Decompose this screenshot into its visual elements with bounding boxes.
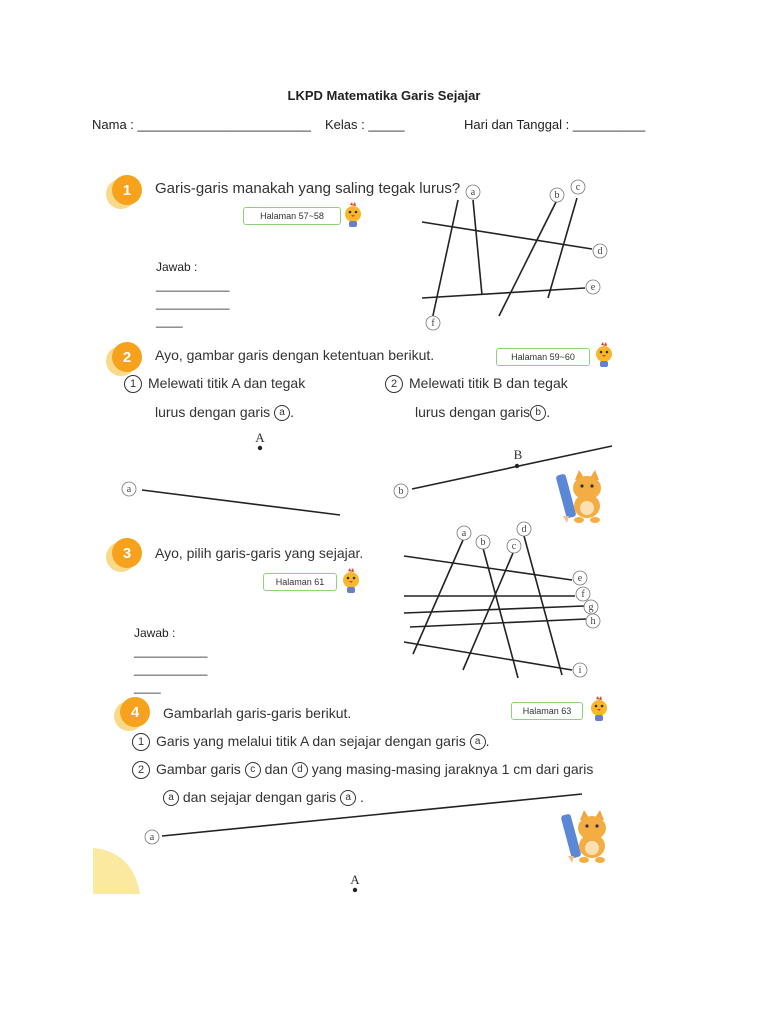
point-b-label: B (513, 447, 523, 462)
item-text: Melewati titik A dan tegak (148, 375, 306, 391)
decorative-corner-shape (93, 848, 141, 894)
item-text: dan (264, 761, 288, 777)
question-2-figure (115, 428, 615, 520)
question-4-text: Gambarlah garis-garis berikut. (163, 705, 352, 721)
item-text: dan sejajar dengan garis (182, 789, 337, 805)
line-letter: a (274, 405, 290, 421)
cat-with-pencil-icon (560, 806, 618, 864)
line-letter: c (245, 762, 261, 778)
line-e (422, 288, 585, 298)
question-2-text: Ayo, gambar garis dengan ketentuan berikut. (155, 347, 435, 363)
question-1-lines-figure (410, 178, 620, 336)
label-f: f (581, 589, 585, 600)
name-field[interactable]: Nama : ________________________ (92, 117, 312, 132)
label-e: e (590, 282, 596, 293)
label-d: d (597, 246, 603, 257)
item-text: Gambar garis (156, 761, 241, 777)
question-3-lines-figure (396, 518, 604, 682)
item-number: 2 (385, 375, 403, 393)
label-d: d (521, 524, 527, 535)
item-number: 2 (132, 761, 150, 779)
question-1-page-ref: Halaman 57~58 (243, 207, 341, 225)
line-a-label: a (149, 832, 155, 843)
chick-mascot-icon (341, 202, 365, 228)
line-b (499, 200, 557, 316)
question-4-item-2 (132, 761, 593, 779)
question-2-item-2 (385, 375, 568, 393)
label-b: b (554, 190, 560, 201)
label-a: a (470, 187, 476, 198)
question-4-badge: 4 (120, 697, 150, 727)
item-text: yang masing-masing jaraknya 1 cm dari garis (311, 761, 594, 777)
item-number: 1 (124, 375, 142, 393)
line-b-label: b (398, 486, 404, 497)
point-a (353, 888, 357, 892)
item-number: 1 (132, 733, 150, 751)
item-text: Melewati titik B dan tegak (409, 375, 568, 391)
question-1-answer[interactable]: Jawab : ___________ ___________ ____ (156, 260, 230, 328)
question-2-item-1 (124, 375, 305, 393)
cat-with-pencil-icon (555, 466, 613, 524)
label-c: c (575, 182, 581, 193)
question-2-item-1-line2: lurus dengan garis a . (155, 404, 294, 420)
chick-mascot-icon (587, 696, 611, 722)
point-b (515, 464, 519, 468)
question-3-page-ref: Halaman 61 (263, 573, 337, 591)
label-a: a (461, 528, 467, 539)
item-text: lurus dengan garis (155, 404, 271, 420)
line-a-label: a (126, 484, 132, 495)
question-4-figure (140, 788, 600, 896)
line-letter: a (470, 734, 486, 750)
question-2-item-2-line2: lurus dengan garis b . (415, 404, 551, 420)
label-h: h (590, 616, 596, 627)
question-3-answer[interactable]: Jawab : ___________ ___________ ____ (134, 626, 208, 694)
question-1-text: Garis-garis manakah yang saling tegak lurus? (155, 180, 461, 197)
item-text: Garis yang melalui titik A dan sejajar dengan garis (156, 733, 466, 749)
label-f: f (431, 318, 435, 329)
question-3-text: Ayo, pilih garis-garis yang sejajar. (155, 545, 364, 561)
line-a (142, 490, 340, 515)
item-text: . (360, 789, 364, 805)
label-c: c (511, 541, 517, 552)
question-4-item-1: 1 Garis yang melalui titik A dan sejajar dengan garis a . (132, 733, 490, 751)
chick-mascot-icon (339, 568, 363, 594)
label-b: b (480, 537, 486, 548)
question-2-badge: 2 (112, 342, 142, 372)
item-text: lurus dengan garis (415, 404, 531, 420)
line-a (473, 200, 482, 295)
label-g: g (588, 602, 594, 613)
question-1-badge: 1 (112, 175, 142, 205)
question-4-page-ref: Halaman 63 (511, 702, 583, 720)
date-field[interactable]: Hari dan Tanggal : __________ (464, 117, 646, 132)
line-letter: a (163, 790, 179, 806)
line-letter: b (530, 405, 546, 421)
chick-mascot-icon (592, 342, 616, 368)
point-a-label: A (350, 872, 360, 887)
line-c (548, 198, 577, 298)
line-f (432, 200, 458, 320)
question-3-badge: 3 (112, 538, 142, 568)
class-field[interactable]: Kelas : _____ (325, 117, 405, 132)
page-title: LKPD Matematika Garis Sejajar (287, 88, 481, 103)
line-letter: a (340, 790, 356, 806)
label-e: e (577, 573, 583, 584)
line-letter: d (292, 762, 308, 778)
point-a (258, 446, 262, 450)
question-2-page-ref: Halaman 59~60 (496, 348, 590, 366)
label-i: i (578, 665, 582, 676)
line-a (162, 794, 582, 836)
point-a-label: A (255, 430, 265, 445)
